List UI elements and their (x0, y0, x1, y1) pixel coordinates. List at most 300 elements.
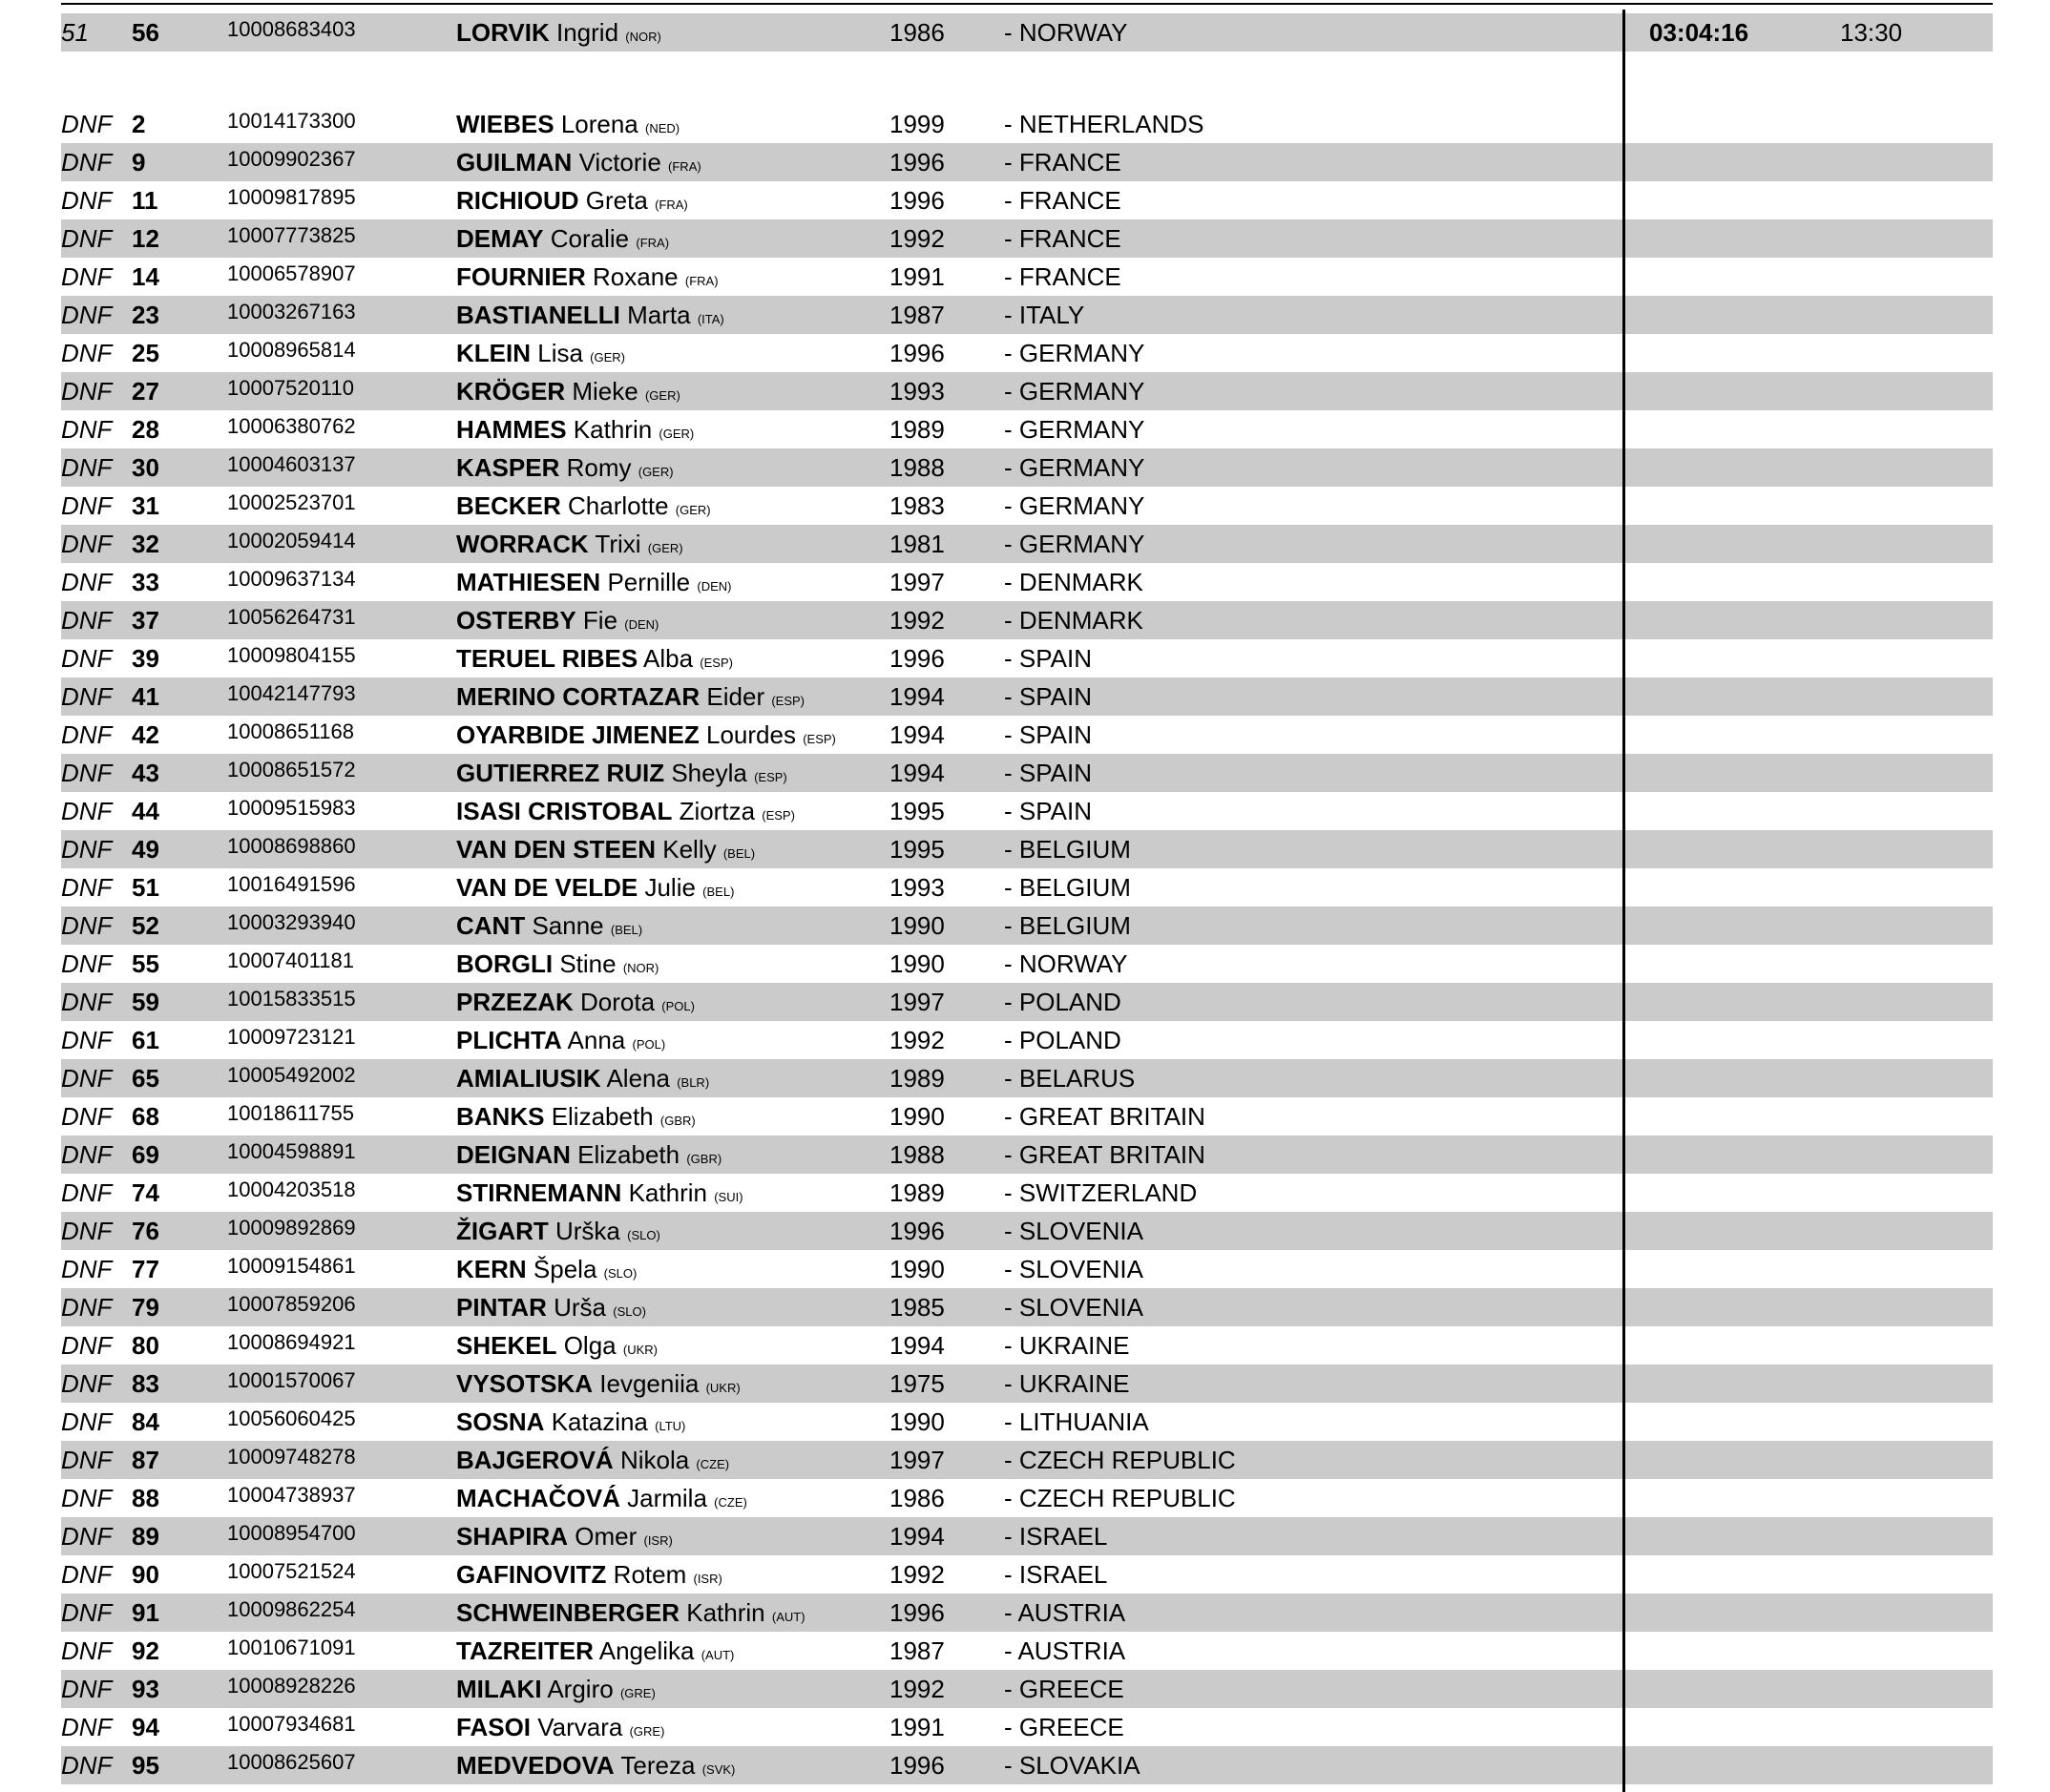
table-row (61, 716, 1993, 754)
rank: DNF (61, 186, 113, 215)
country-code: (ISR) (643, 1533, 673, 1548)
bib-number: 68 (132, 1102, 159, 1131)
rank: DNF (61, 339, 113, 367)
rider-name (456, 525, 683, 568)
rider-name (456, 639, 733, 682)
table-row (61, 983, 1993, 1021)
birth-year: 1989 (889, 1178, 945, 1207)
first-name: Sanne (532, 911, 604, 940)
rank: DNF (61, 1713, 113, 1741)
bib-number: 49 (132, 835, 159, 864)
birth-year: 1995 (889, 797, 945, 825)
surname: WIEBES (456, 110, 554, 138)
first-name: Jarmila (627, 1484, 707, 1512)
surname: DEIGNAN (456, 1140, 571, 1169)
uci-id: 10008965814 (227, 338, 356, 362)
surname: SOSNA (456, 1407, 545, 1436)
bib-number: 69 (132, 1140, 159, 1169)
table-row (61, 105, 1993, 143)
first-name: Špela (533, 1255, 597, 1283)
table-row (61, 1136, 1993, 1174)
rider-name (456, 372, 680, 415)
nation: - GERMANY (1004, 530, 1145, 558)
table-row (61, 792, 1993, 830)
rider-name (456, 983, 695, 1026)
rider-name (456, 1403, 685, 1446)
country-code: (NOR) (625, 30, 661, 44)
rider-name (456, 1708, 664, 1751)
table-row (61, 677, 1993, 716)
table-row (61, 1403, 1993, 1441)
birth-year: 1975 (889, 1369, 945, 1398)
nation: - GREECE (1004, 1713, 1124, 1741)
birth-year: 1989 (889, 415, 945, 444)
country-code: (GRE) (629, 1724, 665, 1739)
rider-name (456, 105, 680, 148)
uci-id: 10016491596 (227, 872, 356, 896)
rank: DNF (61, 453, 113, 482)
uci-id: 10007859206 (227, 1292, 356, 1316)
finish-time: 03:04:16 (1649, 18, 1749, 47)
birth-year: 1996 (889, 148, 945, 177)
rank: DNF (61, 1140, 113, 1169)
nation: - SWITZERLAND (1004, 1178, 1198, 1207)
rank: DNF (61, 606, 113, 635)
birth-year: 1985 (889, 1293, 945, 1322)
rider-name (456, 143, 701, 186)
first-name: Kathrin (686, 1598, 765, 1627)
bib-number: 25 (132, 339, 159, 367)
bib-number: 37 (132, 606, 159, 635)
country-code: (BEL) (702, 885, 735, 899)
country-code: (GER) (590, 350, 626, 365)
rank: DNF (61, 110, 113, 138)
nation: - NETHERLANDS (1004, 110, 1204, 138)
country-code: (SVK) (701, 1762, 736, 1777)
nation: - SPAIN (1004, 720, 1092, 749)
birth-year: 1994 (889, 720, 945, 749)
bib-number: 33 (132, 568, 159, 596)
rider-name (456, 1326, 658, 1369)
birth-year: 1992 (889, 1675, 945, 1703)
table-row (61, 1288, 1993, 1326)
uci-id: 10002523701 (227, 490, 356, 514)
birth-year: 1997 (889, 568, 945, 596)
country-code: (ISR) (693, 1572, 722, 1586)
birth-year: 1994 (889, 1331, 945, 1360)
surname: DEMAY (456, 224, 544, 253)
uci-id: 10003267163 (227, 300, 356, 323)
rank: DNF (61, 988, 113, 1016)
uci-id: 10009723121 (227, 1025, 356, 1049)
uci-id: 10056060425 (227, 1407, 356, 1430)
country-code: (FRA) (684, 274, 719, 288)
table-row (61, 525, 1993, 563)
bib-number: 39 (132, 644, 159, 673)
bib-number: 80 (132, 1331, 159, 1360)
nation: - GREAT BRITAIN (1004, 1102, 1205, 1131)
birth-year: 1997 (889, 1446, 945, 1474)
birth-year: 1988 (889, 1140, 945, 1169)
surname: ŽIGART (456, 1217, 549, 1245)
first-name: Varvara (537, 1713, 623, 1741)
uci-id: 10006380762 (227, 414, 356, 438)
surname: PRZEZAK (456, 988, 574, 1016)
rider-name (456, 1479, 747, 1522)
table-row (61, 1365, 1993, 1403)
bib-number: 93 (132, 1675, 159, 1703)
uci-id: 10002059414 (227, 529, 356, 552)
rank: DNF (61, 1255, 113, 1283)
uci-id: 10009154861 (227, 1254, 356, 1278)
rider-name (456, 334, 625, 377)
uci-id: 10001570067 (227, 1368, 356, 1392)
rider-name (456, 1632, 734, 1675)
bib-number: 76 (132, 1217, 159, 1245)
first-name: Fie (582, 606, 618, 635)
first-name: Lourdes (706, 720, 796, 749)
surname: BANKS (456, 1102, 545, 1131)
first-name: Ingrid (556, 18, 619, 47)
first-name: Nikola (619, 1446, 690, 1474)
nation: - SLOVAKIA (1004, 1751, 1140, 1780)
rank: DNF (61, 1636, 113, 1665)
first-name: Rotem (613, 1560, 687, 1589)
rider-name (456, 1555, 722, 1598)
rider-name (456, 1441, 729, 1484)
nation: - SLOVENIA (1004, 1217, 1143, 1245)
rank: DNF (61, 835, 113, 864)
table-row (61, 334, 1993, 372)
rank: DNF (61, 1064, 113, 1093)
country-code: (POL) (661, 999, 695, 1013)
bib-number: 52 (132, 911, 159, 940)
country-code: (SLO) (613, 1304, 646, 1319)
nation: - SLOVENIA (1004, 1255, 1143, 1283)
rank: DNF (61, 1102, 113, 1131)
rank: DNF (61, 1560, 113, 1589)
bib-number: 55 (132, 949, 159, 978)
rider-name (456, 1594, 805, 1636)
birth-year: 1996 (889, 644, 945, 673)
bib-number: 43 (132, 759, 159, 787)
uci-id: 10008698860 (227, 834, 356, 858)
bib-number: 56 (132, 18, 159, 47)
rider-name (456, 945, 659, 988)
bib-number: 95 (132, 1751, 159, 1780)
surname: BAJGEROVÁ (456, 1446, 614, 1474)
nation: - AUSTRIA (1004, 1598, 1126, 1627)
nation: - FRANCE (1004, 224, 1121, 253)
first-name: Coralie (550, 224, 630, 253)
surname: KASPER (456, 453, 560, 482)
table-row (61, 1326, 1993, 1365)
first-name: Romy (566, 453, 632, 482)
uci-id: 10009892869 (227, 1216, 356, 1240)
table-row (61, 945, 1993, 983)
first-name: Stine (559, 949, 617, 978)
nation: - CZECH REPUBLIC (1004, 1446, 1236, 1474)
rider-name (456, 1212, 660, 1255)
first-name: Urša (554, 1293, 606, 1322)
table-row (61, 258, 1993, 296)
birth-year: 1990 (889, 1102, 945, 1131)
nation: - LITHUANIA (1004, 1407, 1149, 1436)
first-name: Trixi (595, 530, 641, 558)
rider-name (456, 868, 734, 911)
surname: BASTIANELLI (456, 301, 620, 329)
bib-number: 11 (132, 186, 158, 215)
table-row (61, 1708, 1993, 1746)
rank: DNF (61, 759, 113, 787)
bib-number: 94 (132, 1713, 159, 1741)
first-name: Tereza (620, 1751, 696, 1780)
country-code: (CZE) (714, 1495, 747, 1510)
birth-year: 1994 (889, 1522, 945, 1551)
nation: - SPAIN (1004, 682, 1092, 711)
bib-number: 92 (132, 1636, 159, 1665)
nation: - SPAIN (1004, 759, 1092, 787)
birth-year: 1999 (889, 110, 945, 138)
country-code: (GER) (644, 388, 680, 403)
first-name: Eider (706, 682, 765, 711)
rank: DNF (61, 1407, 113, 1436)
rider-name (456, 219, 669, 262)
surname: SHEKEL (456, 1331, 557, 1360)
birth-year: 1993 (889, 377, 945, 406)
nation: - AUSTRIA (1004, 1636, 1126, 1665)
rank: DNF (61, 491, 113, 520)
country-code: (ESP) (754, 770, 787, 784)
birth-year: 1994 (889, 759, 945, 787)
country-code: (BEL) (610, 923, 643, 937)
rider-name (456, 487, 711, 530)
table-row (61, 487, 1993, 525)
country-code: (CZE) (696, 1457, 730, 1471)
first-name: Victorie (578, 148, 661, 177)
bib-number: 41 (132, 682, 159, 711)
rank: DNF (61, 1751, 113, 1780)
rider-name (456, 13, 661, 56)
nation: - SLOVENIA (1004, 1293, 1143, 1322)
table-row (61, 1097, 1993, 1136)
rank: DNF (61, 1522, 113, 1551)
country-code: (GRE) (619, 1686, 656, 1700)
nation: - POLAND (1004, 1026, 1121, 1054)
surname: KRÖGER (456, 377, 566, 406)
birth-year: 1990 (889, 949, 945, 978)
surname: BECKER (456, 491, 561, 520)
bib-number: 23 (132, 301, 159, 329)
uci-id: 10009515983 (227, 796, 356, 820)
first-name: Ziortza (679, 797, 756, 825)
bib-number: 2 (132, 110, 146, 138)
nation: - DENMARK (1004, 568, 1143, 596)
surname: STIRNEMANN (456, 1178, 622, 1207)
table-row (61, 1479, 1993, 1517)
first-name: Lisa (537, 339, 583, 367)
birth-year: 1996 (889, 1598, 945, 1627)
rider-name (456, 258, 719, 301)
uci-id: 10005492002 (227, 1063, 356, 1087)
rider-name (456, 448, 674, 491)
table-row (61, 1746, 1993, 1784)
birth-year: 1992 (889, 606, 945, 635)
table-row (61, 1632, 1993, 1670)
uci-id: 10003293940 (227, 910, 356, 934)
surname: LORVIK (456, 18, 550, 47)
country-code: (GBR) (659, 1114, 696, 1128)
uci-id: 10007773825 (227, 223, 356, 247)
country-code: (BEL) (722, 846, 756, 861)
rider-name (456, 296, 724, 339)
country-code: (ESP) (771, 694, 805, 708)
finisher-row (61, 13, 1993, 52)
country-code: (NED) (645, 121, 680, 135)
nation: - FRANCE (1004, 148, 1121, 177)
rank: DNF (61, 644, 113, 673)
table-row (61, 754, 1993, 792)
uci-id: 10009748278 (227, 1445, 356, 1469)
nation: - GERMANY (1004, 377, 1145, 406)
country-code: (DEN) (624, 617, 659, 632)
uci-id: 10009862254 (227, 1597, 356, 1621)
nation: - BELARUS (1004, 1064, 1136, 1093)
uci-id: 10004603137 (227, 452, 356, 476)
rank: DNF (61, 1293, 113, 1322)
rank: DNF (61, 797, 113, 825)
surname: GUILMAN (456, 148, 573, 177)
surname: CANT (456, 911, 526, 940)
bib-number: 74 (132, 1178, 159, 1207)
surname: KERN (456, 1255, 527, 1283)
uci-id: 10009817895 (227, 185, 356, 209)
uci-id: 10010671091 (227, 1636, 356, 1659)
nation: - GERMANY (1004, 491, 1145, 520)
uci-id: 10006578907 (227, 261, 356, 285)
table-row (61, 1670, 1993, 1708)
birth-year: 1995 (889, 835, 945, 864)
rider-name (456, 792, 795, 835)
first-name: Elizabeth (577, 1140, 680, 1169)
rank: DNF (61, 949, 113, 978)
table-row (61, 830, 1993, 868)
birth-year: 1992 (889, 1026, 945, 1054)
top-rule (61, 3, 1993, 5)
rank: DNF (61, 1331, 113, 1360)
birth-year: 1996 (889, 339, 945, 367)
surname: WORRACK (456, 530, 589, 558)
bib-number: 51 (132, 873, 159, 902)
first-name: Elizabeth (551, 1102, 654, 1131)
country-code: (SLO) (603, 1266, 638, 1281)
uci-id: 10008954700 (227, 1521, 356, 1545)
rank: DNF (61, 720, 113, 749)
rank: DNF (61, 1217, 113, 1245)
surname: RICHIOUD (456, 186, 579, 215)
country-code: (FRA) (655, 198, 688, 212)
bib-number: 42 (132, 720, 159, 749)
bib-number: 91 (132, 1598, 159, 1627)
rank: DNF (61, 224, 113, 253)
uci-id: 10004598891 (227, 1139, 356, 1163)
birth-year: 1986 (889, 1484, 945, 1512)
bib-number: 61 (132, 1026, 159, 1054)
rank: DNF (61, 1598, 113, 1627)
surname: AMIALIUSIK (456, 1064, 601, 1093)
time-gap: 13:30 (1840, 18, 1903, 47)
uci-id: 10007401181 (227, 948, 354, 972)
table-row (61, 868, 1993, 906)
rank: DNF (61, 1675, 113, 1703)
country-code: (GER) (638, 465, 674, 479)
table-row (61, 563, 1993, 601)
nation: - ISRAEL (1004, 1560, 1108, 1589)
uci-id: 10007520110 (227, 376, 354, 400)
nation: - GREECE (1004, 1675, 1124, 1703)
nation: - BELGIUM (1004, 911, 1131, 940)
birth-year: 1991 (889, 1713, 945, 1741)
rider-name (456, 601, 659, 644)
bib-number: 77 (132, 1255, 159, 1283)
uci-id: 10009902367 (227, 147, 356, 171)
table-row (61, 181, 1993, 219)
birth-year: 1992 (889, 224, 945, 253)
birth-year: 1989 (889, 1064, 945, 1093)
nation: - FRANCE (1004, 186, 1121, 215)
uci-id: 10008651572 (227, 758, 356, 781)
country-code: (ESP) (803, 732, 836, 746)
country-code: (GER) (647, 541, 683, 555)
rank: DNF (61, 568, 113, 596)
nation: - SPAIN (1004, 797, 1092, 825)
nation: - GERMANY (1004, 453, 1145, 482)
uci-id: 10008651168 (227, 719, 354, 743)
nation: - DENMARK (1004, 606, 1143, 635)
rider-name (456, 1097, 696, 1140)
first-name: Urška (555, 1217, 620, 1245)
surname: FASOI (456, 1713, 532, 1741)
nation: - NORWAY (1004, 18, 1128, 47)
table-row (61, 1555, 1993, 1594)
bib-number: 90 (132, 1560, 159, 1589)
rank: DNF (61, 1178, 113, 1207)
surname: VYSOTSKA (456, 1369, 594, 1398)
rank: DNF (61, 377, 113, 406)
country-code: (GER) (675, 503, 711, 517)
surname: BORGLI (456, 949, 554, 978)
surname: SHAPIRA (456, 1522, 569, 1551)
first-name: Greta (585, 186, 648, 215)
first-name: Alba (643, 644, 694, 673)
surname: FOURNIER (456, 262, 586, 291)
table-row (61, 1441, 1993, 1479)
surname: ISASI CRISTOBAL (456, 797, 673, 825)
country-code: (SUI) (714, 1190, 743, 1204)
rider-name (456, 181, 688, 224)
nation: - FRANCE (1004, 262, 1121, 291)
first-name: Kathrin (628, 1178, 707, 1207)
table-row (61, 906, 1993, 945)
country-code: (GBR) (686, 1152, 722, 1166)
country-code: (AUT) (771, 1610, 805, 1624)
rider-name (456, 754, 787, 797)
rider-name (456, 1021, 665, 1064)
bib-number: 88 (132, 1484, 159, 1512)
country-code: (NOR) (622, 961, 659, 975)
uci-id: 10009637134 (227, 567, 356, 591)
bib-number: 79 (132, 1293, 159, 1322)
